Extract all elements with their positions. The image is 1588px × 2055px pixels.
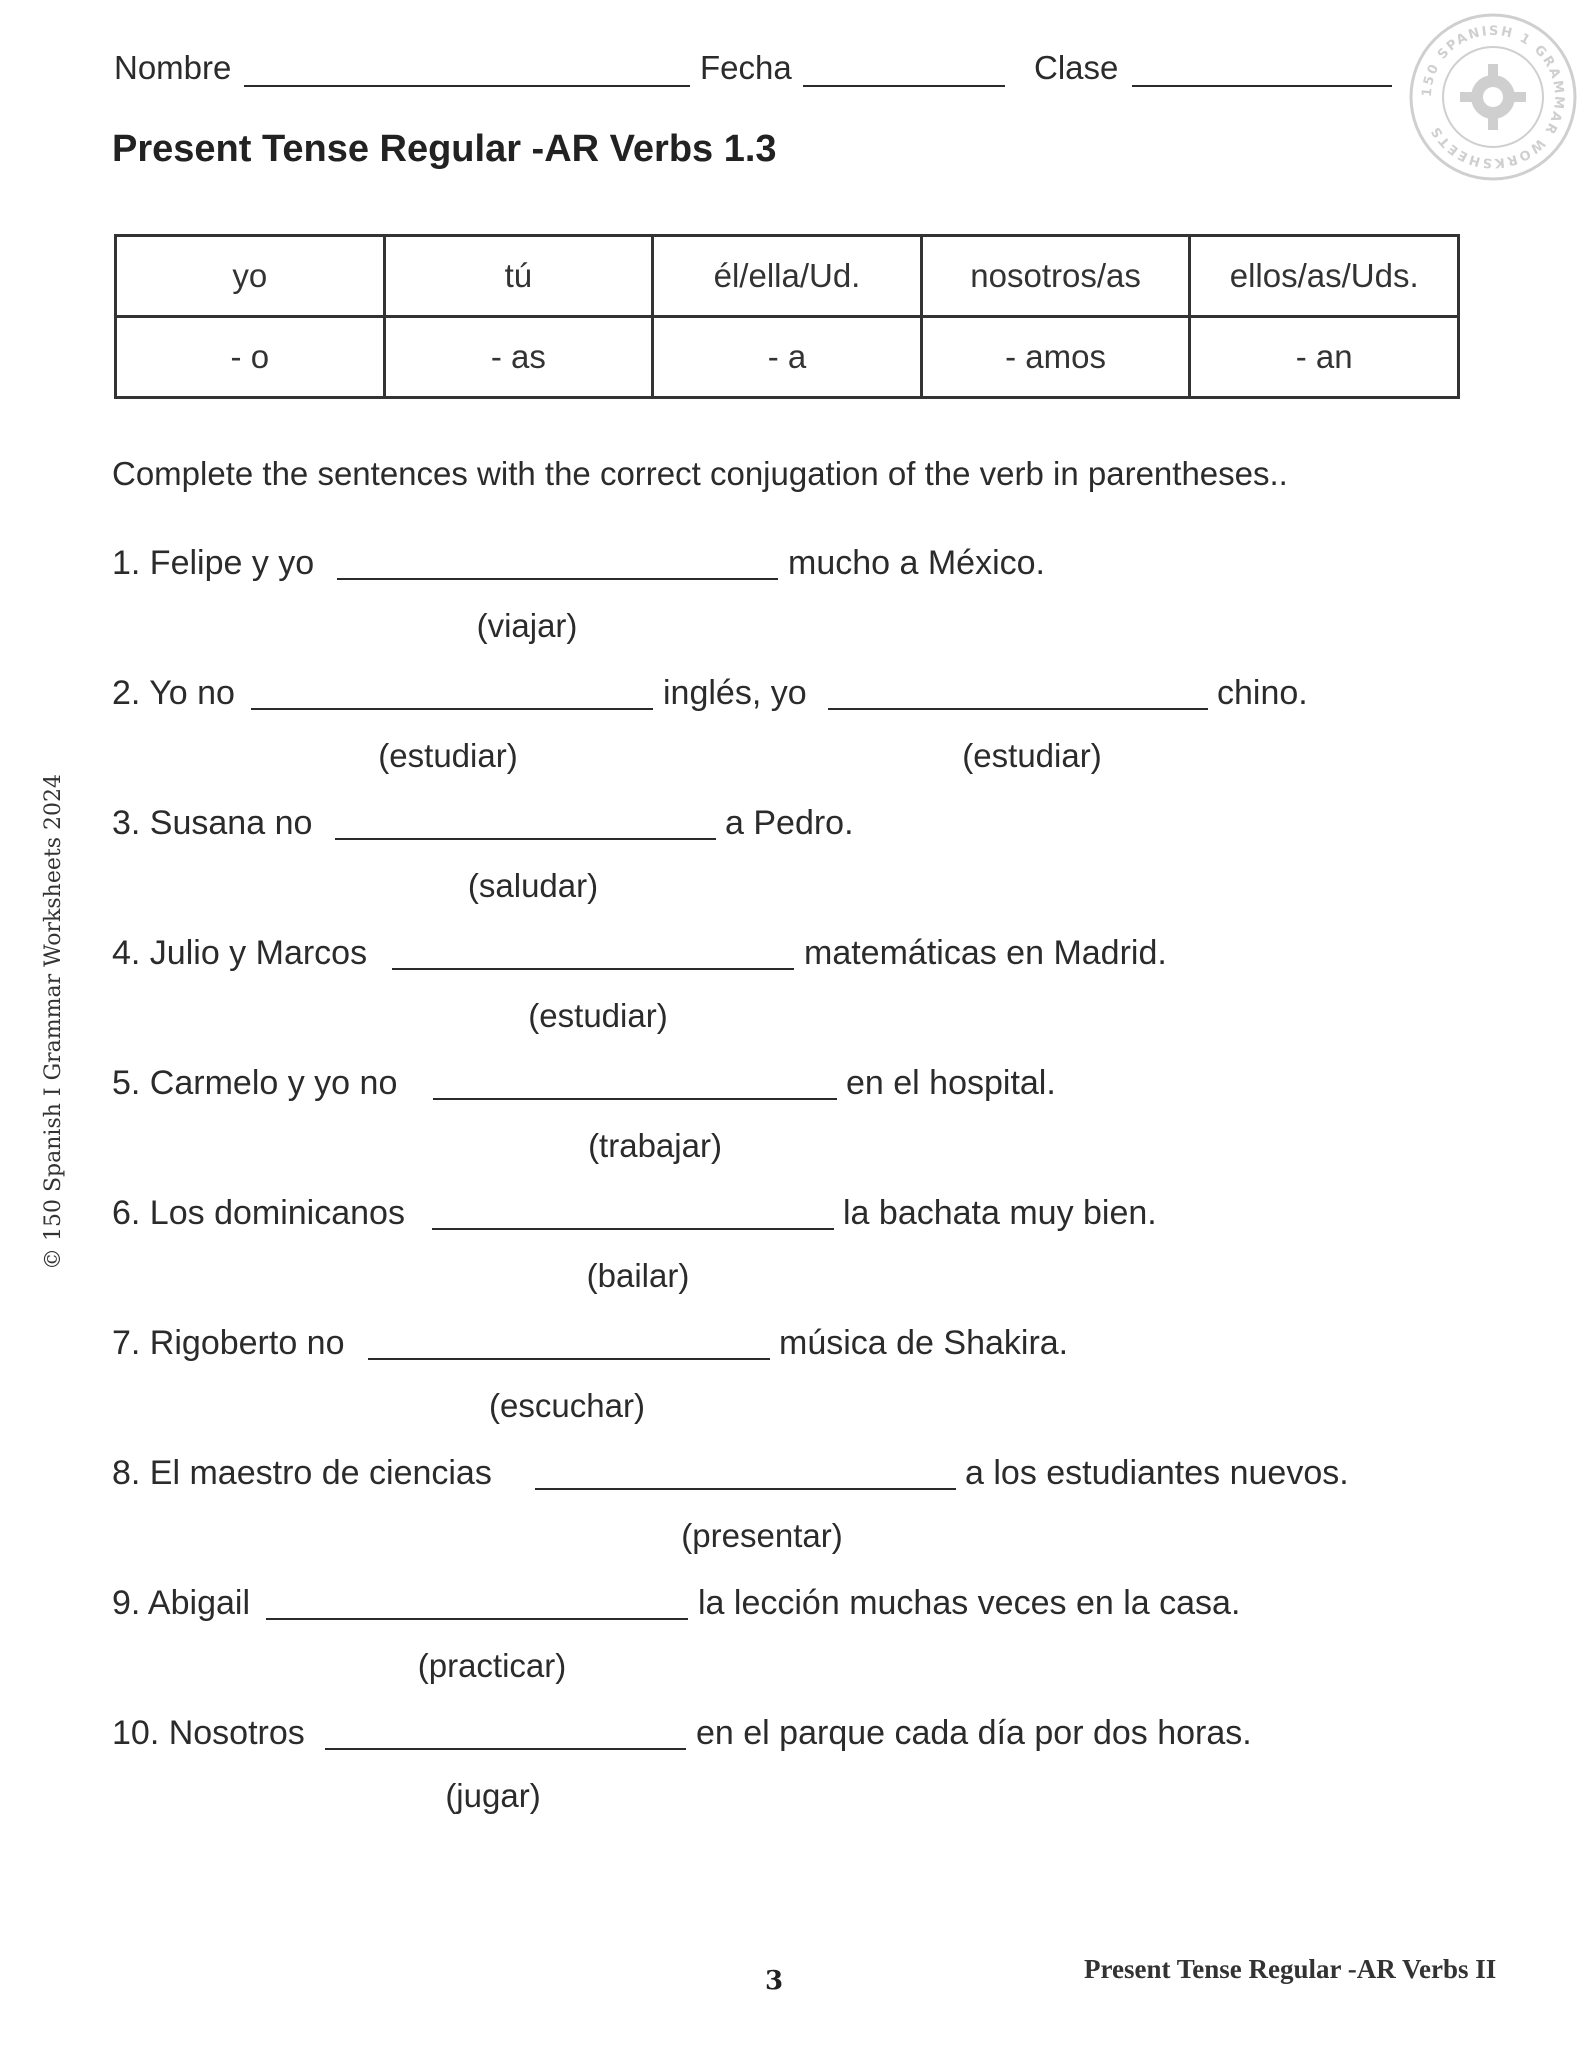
question-7-answer-blank[interactable] [368, 1358, 770, 1360]
question-6-answer-blank[interactable] [432, 1228, 834, 1230]
page-number: 3 [765, 1966, 784, 1996]
question-10-verb-hint: (jugar) [445, 1777, 541, 1814]
pronoun-cell: él/ella/Ud. [653, 236, 922, 317]
question-2-answer-blank-1[interactable] [251, 708, 653, 710]
pronoun-cell: ellos/as/Uds. [1190, 236, 1459, 317]
question-8-continuation: a los estudiantes nuevos. [965, 1454, 1349, 1492]
question-9-verb-hint: (practicar) [417, 1647, 567, 1684]
ending-row [116, 317, 1459, 398]
worksheet-seal-logo [1408, 12, 1578, 182]
question-8-verb-hint: (presentar) [681, 1517, 843, 1554]
question-2-answer-blank-2[interactable] [828, 708, 1208, 710]
copyright-text: © 150 Spanish I Grammar Worksheets 2024 [41, 774, 66, 1270]
question-2-prompt: 2. Yo no [112, 674, 235, 712]
question-1-verb-hint: (viajar) [476, 607, 578, 644]
question-8-prompt: 8. El maestro de ciencias [112, 1454, 492, 1492]
question-6-continuation: la bachata muy bien. [843, 1194, 1157, 1232]
name-field[interactable] [244, 55, 690, 87]
instructions: Complete the sentences with the correct conjugation of the verb in parentheses.. [112, 455, 1288, 492]
verb-endings-table [114, 234, 1460, 399]
question-4-continuation: matemáticas en Madrid. [804, 934, 1167, 972]
worksheet-title: Present Tense Regular -AR Verbs 1.3 [112, 128, 777, 170]
question-5-continuation: en el hospital. [846, 1064, 1056, 1102]
question-9-answer-blank[interactable] [266, 1618, 688, 1620]
question-6-verb-hint: (bailar) [586, 1257, 690, 1294]
question-2-verb-hint-2: (estudiar) [962, 737, 1102, 774]
question-1-continuation: mucho a México. [788, 544, 1045, 582]
question-9-continuation: la lección muchas veces en la casa. [698, 1584, 1241, 1622]
pronoun-cell: tú [384, 236, 653, 317]
question-7-verb-hint: (escuchar) [489, 1387, 645, 1424]
question-1-answer-blank[interactable] [337, 578, 778, 580]
question-3-prompt: 3. Susana no [112, 804, 313, 842]
ending-cell: - as [384, 317, 653, 398]
question-3-answer-blank[interactable] [335, 838, 716, 840]
ending-cell: - o [116, 317, 385, 398]
question-4-answer-blank[interactable] [392, 968, 794, 970]
question-10-answer-blank[interactable] [325, 1748, 686, 1750]
question-4-verb-hint: (estudiar) [528, 997, 668, 1034]
ending-cell: - amos [921, 317, 1190, 398]
question-6-prompt: 6. Los dominicanos [112, 1194, 405, 1232]
question-3-continuation: a Pedro. [725, 804, 854, 842]
question-10-continuation: en el parque cada día por dos horas. [696, 1714, 1252, 1752]
question-3-verb-hint: (saludar) [467, 867, 599, 904]
question-7-continuation: música de Shakira. [779, 1324, 1069, 1362]
pronoun-row [116, 236, 1459, 317]
question-8-answer-blank[interactable] [535, 1488, 956, 1490]
svg-text:150 SPANISH 1 GRAMMAR WORKSHEE: 150 SPANISH 1 GRAMMAR WORKSHEETS [1419, 23, 1567, 171]
question-2-continuation: chino. [1217, 674, 1308, 712]
question-4-prompt: 4. Julio y Marcos [112, 934, 368, 972]
question-2-middle: inglés, yo [663, 674, 807, 712]
footer-section-title: Present Tense Regular -AR Verbs II [1084, 1954, 1497, 1984]
question-2-verb-hint-1: (estudiar) [378, 737, 518, 774]
pronoun-cell: nosotros/as [921, 236, 1190, 317]
question-5-answer-blank[interactable] [433, 1098, 837, 1100]
name-label: Nombre [114, 49, 232, 86]
question-9-prompt: 9. Abigail [112, 1584, 250, 1622]
class-field[interactable] [1132, 55, 1392, 87]
question-7-prompt: 7. Rigoberto no [112, 1324, 345, 1362]
pronoun-cell: yo [116, 236, 385, 317]
question-5-verb-hint: (trabajar) [588, 1127, 722, 1164]
question-10-prompt: 10. Nosotros [112, 1714, 305, 1752]
date-field[interactable] [803, 55, 1005, 87]
ending-cell: - an [1190, 317, 1459, 398]
ending-cell: - a [653, 317, 922, 398]
question-1-prompt: 1. Felipe y yo [112, 544, 315, 582]
question-5-prompt: 5. Carmelo y yo no [112, 1064, 398, 1102]
date-label: Fecha [700, 49, 792, 86]
class-label: Clase [1034, 49, 1119, 86]
